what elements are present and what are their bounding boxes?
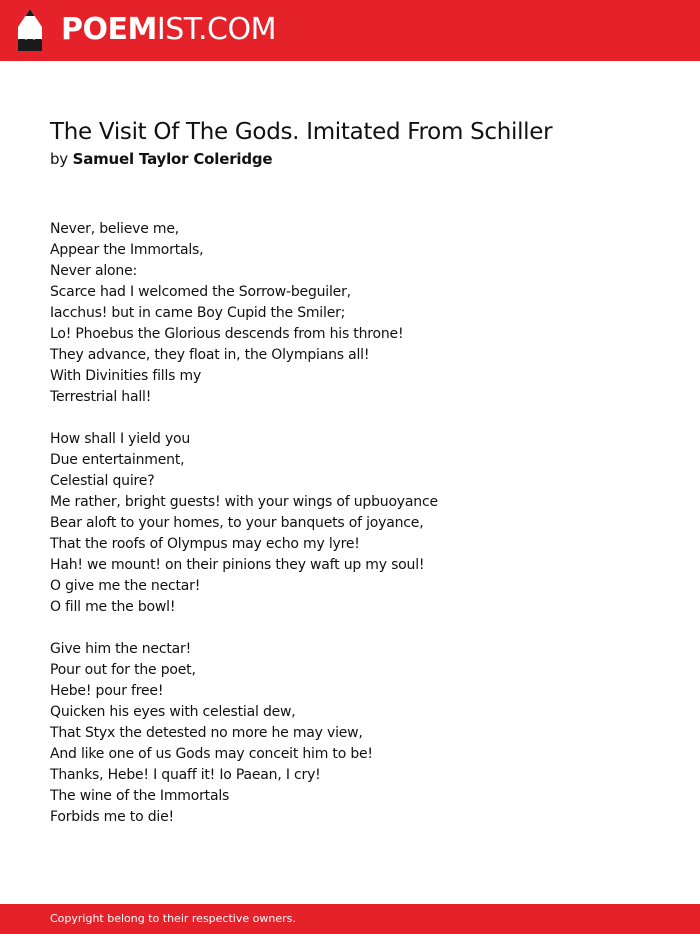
stanza <box>50 429 438 618</box>
byline <box>50 149 272 169</box>
poem-line: Pour out for the poet, <box>50 662 196 678</box>
poem-line: That the roofs of Olympus may echo my lyre! <box>50 536 360 552</box>
poem-line: Scarce had I welcomed the Sorrow-beguiler, <box>50 284 351 300</box>
poem-line: Terrestrial hall! <box>50 389 152 405</box>
poem-line: Never alone: <box>50 263 138 279</box>
poem-line: Lo! Phoebus the Glorious descends from his throne! <box>50 326 404 342</box>
site-logo[interactable] <box>61 10 276 50</box>
poem-line: Quicken his eyes with celestial dew, <box>50 704 296 720</box>
poem-line: Appear the Immortals, <box>50 242 204 258</box>
poem-title: The Visit Of The Gods. Imitated From Schiller <box>50 119 553 145</box>
poem-line: Never, believe me, <box>50 221 179 237</box>
copyright-notice: Copyright belong to their respective owners. <box>50 912 296 925</box>
poem-line: Forbids me to die! <box>50 809 174 825</box>
by-label: by <box>50 150 68 168</box>
poem-line: Due entertainment, <box>50 452 185 468</box>
poem-line: Hah! we mount! on their pinions they waft up my soul! <box>50 557 425 573</box>
poem-line: And like one of us Gods may conceit him to be! <box>50 746 373 762</box>
poem-line: They advance, they float in, the Olympians all! <box>50 347 370 363</box>
poem-line: O give me the nectar! <box>50 578 201 594</box>
site-footer <box>0 904 700 934</box>
poem-line: Thanks, Hebe! I quaff it! Io Paean, I cry! <box>50 767 321 783</box>
poem-line: Bear aloft to your homes, to your banquets of joyance, <box>50 515 424 531</box>
poem-line: That Styx the detested no more he may view, <box>50 725 363 741</box>
poem-line: Iacchus! but in came Boy Cupid the Smiler; <box>50 305 346 321</box>
poem-line: The wine of the Immortals <box>50 788 230 804</box>
poem-line: With Divinities fills my <box>50 368 202 384</box>
author-name: Samuel Taylor Coleridge <box>72 150 273 168</box>
poem-line: Give him the nectar! <box>50 641 191 657</box>
poem-line: Hebe! pour free! <box>50 683 164 699</box>
poem-line: How shall I yield you <box>50 431 191 447</box>
pencil-tip-icon <box>18 9 42 51</box>
poem-line: O fill me the bowl! <box>50 599 176 615</box>
poem-body <box>50 219 438 849</box>
stanza <box>50 639 438 828</box>
site-header <box>0 0 700 61</box>
logo-light-text: IST.COM <box>156 12 276 47</box>
poem-line: Me rather, bright guests! with your wings of upbuoyance <box>50 494 438 510</box>
poem-line: Celestial quire? <box>50 473 155 489</box>
logo-bold-text: POEM <box>61 12 157 47</box>
stanza <box>50 219 438 408</box>
